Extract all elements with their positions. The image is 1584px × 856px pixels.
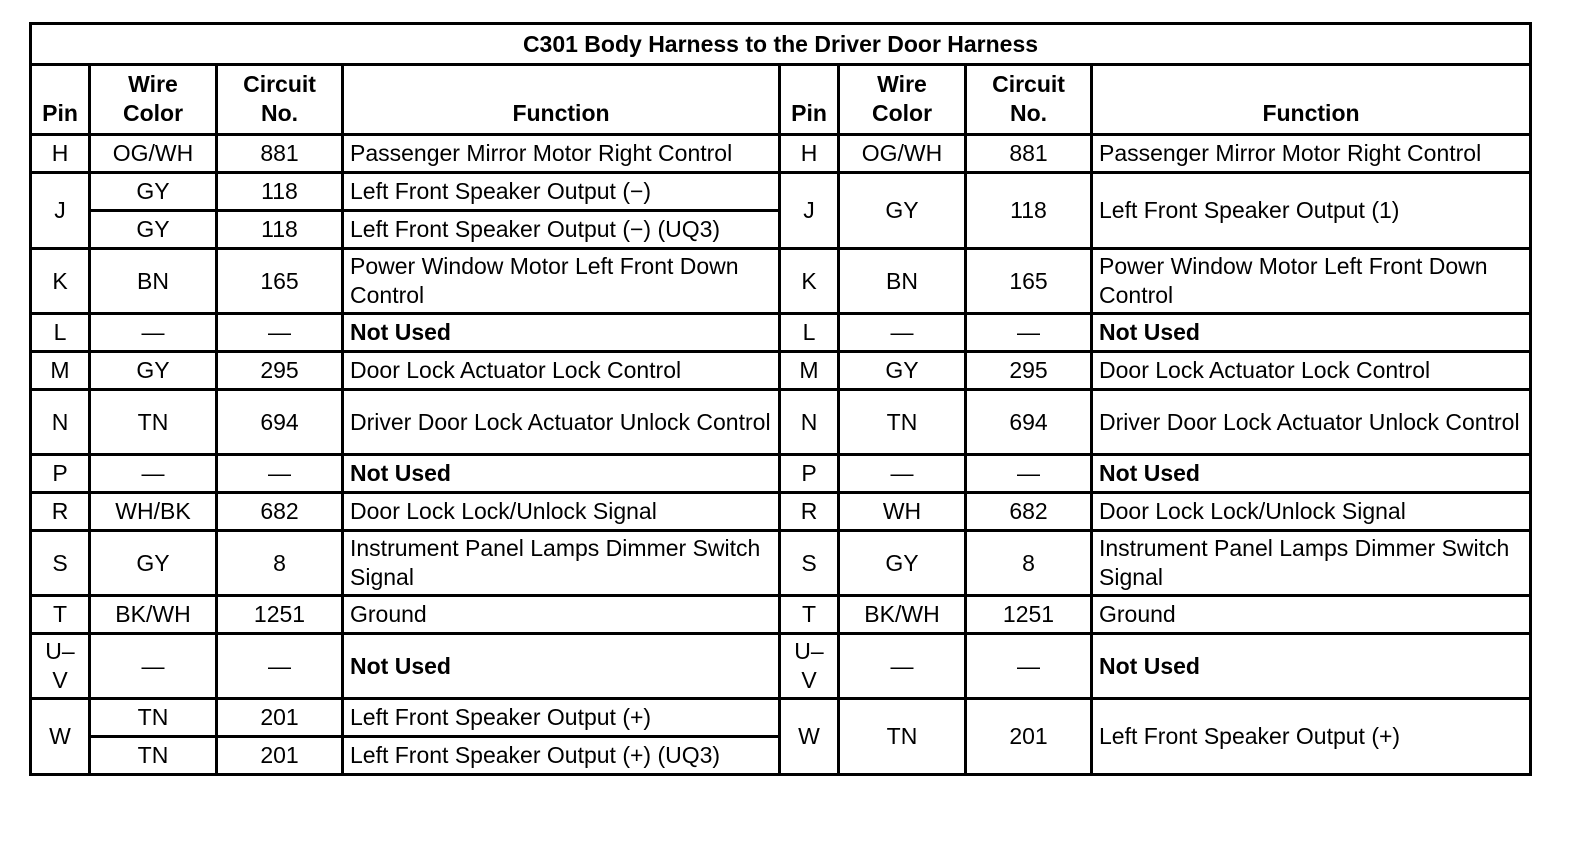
header-wire-color-right: Wire Color [839,65,966,135]
pin-cell: N [31,390,90,455]
wire-color-cell: GY [90,173,217,211]
circuit-cell: 682 [217,493,343,531]
table-row [31,249,1531,314]
function-cell: Not Used [343,314,780,352]
wire-color-cell: OG/WH [90,135,217,173]
pin-cell: H [780,135,839,173]
circuit-cell: 881 [217,135,343,173]
circuit-cell: 295 [966,352,1092,390]
function-cell: Passenger Mirror Motor Right Control [1092,135,1531,173]
wire-color-cell: — [839,634,966,699]
circuit-cell: 1251 [966,596,1092,634]
wire-color-cell: — [90,314,217,352]
wire-color-cell: GY [90,531,217,596]
wire-color-cell: TN [90,737,217,775]
connector-pinout-table [29,22,1532,776]
table-row [31,135,1531,173]
wire-color-cell: BN [839,249,966,314]
table-title: C301 Body Harness to the Driver Door Harness [31,24,1531,65]
circuit-cell: — [966,314,1092,352]
pin-cell: J [31,173,90,249]
pin-cell: N [780,390,839,455]
wire-color-cell: TN [839,390,966,455]
pin-cell: W [780,699,839,775]
function-cell: Door Lock Actuator Lock Control [343,352,780,390]
table-row [31,173,1531,211]
header-wire-color-left: Wire Color [90,65,217,135]
circuit-cell: 694 [966,390,1092,455]
function-cell: Ground [1092,596,1531,634]
wire-color-cell: — [90,455,217,493]
pin-cell: U–V [780,634,839,699]
wire-color-cell: — [839,455,966,493]
circuit-cell: 881 [966,135,1092,173]
connector-table-container [29,22,1532,776]
wire-color-cell: — [90,634,217,699]
wire-color-cell: GY [839,531,966,596]
table-row [31,493,1531,531]
circuit-cell: — [217,455,343,493]
function-cell: Not Used [1092,634,1531,699]
pin-cell: S [780,531,839,596]
circuit-cell: — [966,634,1092,699]
wire-color-cell: GY [839,173,966,249]
wire-color-cell: BK/WH [839,596,966,634]
wire-color-cell: GY [90,211,217,249]
header-circuit-left: Circuit No. [217,65,343,135]
function-cell: Driver Door Lock Actuator Unlock Control [343,390,780,455]
circuit-cell: — [217,314,343,352]
table-row [31,314,1531,352]
table-row [31,699,1531,737]
pin-cell: R [780,493,839,531]
circuit-cell: 1251 [217,596,343,634]
pin-cell: U–V [31,634,90,699]
pin-cell: K [31,249,90,314]
circuit-cell: 118 [966,173,1092,249]
function-cell: Power Window Motor Left Front Down Control [343,249,780,314]
circuit-cell: 118 [217,173,343,211]
function-cell: Power Window Motor Left Front Down Control [1092,249,1531,314]
circuit-cell: 682 [966,493,1092,531]
function-cell: Left Front Speaker Output (+) [1092,699,1531,775]
pin-cell: S [31,531,90,596]
circuit-cell: 8 [217,531,343,596]
pin-cell: M [31,352,90,390]
function-cell: Instrument Panel Lamps Dimmer Switch Signal [1092,531,1531,596]
function-cell: Door Lock Lock/Unlock Signal [343,493,780,531]
pin-cell: T [31,596,90,634]
header-pin-left: Pin [31,65,90,135]
wire-color-cell: BN [90,249,217,314]
circuit-cell: 295 [217,352,343,390]
function-cell: Not Used [343,634,780,699]
table-row [31,531,1531,596]
circuit-cell: 118 [217,211,343,249]
circuit-cell: 694 [217,390,343,455]
wire-color-cell: TN [839,699,966,775]
table-row [31,455,1531,493]
circuit-cell: 165 [966,249,1092,314]
pin-cell: M [780,352,839,390]
wire-color-cell: BK/WH [90,596,217,634]
circuit-cell: 201 [217,737,343,775]
circuit-cell: 8 [966,531,1092,596]
function-cell: Left Front Speaker Output (1) [1092,173,1531,249]
wire-color-cell: TN [90,390,217,455]
header-function-left: Function [343,65,780,135]
circuit-cell: 201 [217,699,343,737]
table-row [31,352,1531,390]
header-circuit-right: Circuit No. [966,65,1092,135]
function-cell: Not Used [1092,314,1531,352]
table-row [31,596,1531,634]
wire-color-cell: WH/BK [90,493,217,531]
wire-color-cell: GY [839,352,966,390]
pin-cell: J [780,173,839,249]
function-cell: Left Front Speaker Output (−) (UQ3) [343,211,780,249]
circuit-cell: 201 [966,699,1092,775]
header-function-right: Function [1092,65,1531,135]
function-cell: Left Front Speaker Output (−) [343,173,780,211]
function-cell: Not Used [1092,455,1531,493]
circuit-cell: — [966,455,1092,493]
pin-cell: P [31,455,90,493]
pin-cell: T [780,596,839,634]
title-row [31,24,1531,65]
pin-cell: H [31,135,90,173]
table-row [31,634,1531,699]
function-cell: Door Lock Actuator Lock Control [1092,352,1531,390]
wire-color-cell: OG/WH [839,135,966,173]
pin-cell: L [780,314,839,352]
wire-color-cell: — [839,314,966,352]
function-cell: Left Front Speaker Output (+) (UQ3) [343,737,780,775]
function-cell: Not Used [343,455,780,493]
function-cell: Door Lock Lock/Unlock Signal [1092,493,1531,531]
circuit-cell: 165 [217,249,343,314]
pin-cell: K [780,249,839,314]
function-cell: Left Front Speaker Output (+) [343,699,780,737]
function-cell: Instrument Panel Lamps Dimmer Switch Signal [343,531,780,596]
function-cell: Driver Door Lock Actuator Unlock Control [1092,390,1531,455]
pin-cell: W [31,699,90,775]
table-row [31,390,1531,455]
circuit-cell: — [217,634,343,699]
pin-cell: R [31,493,90,531]
wire-color-cell: TN [90,699,217,737]
pin-cell: P [780,455,839,493]
function-cell: Ground [343,596,780,634]
header-pin-right: Pin [780,65,839,135]
pin-cell: L [31,314,90,352]
function-cell: Passenger Mirror Motor Right Control [343,135,780,173]
wire-color-cell: GY [90,352,217,390]
wire-color-cell: WH [839,493,966,531]
header-row [31,65,1531,135]
